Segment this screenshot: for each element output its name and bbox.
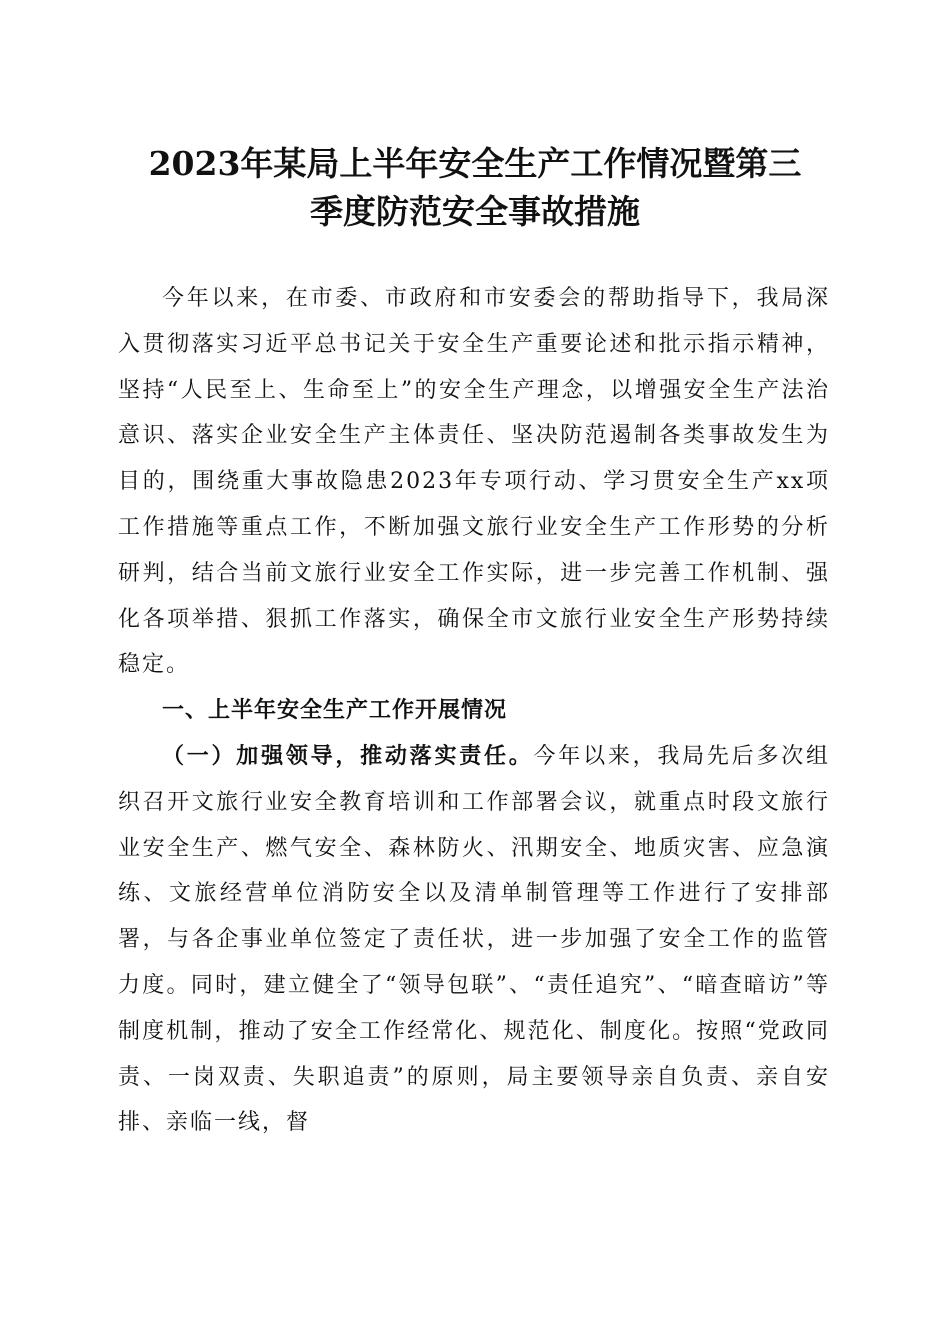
section-1-sub-1-heading: （一）加强领导，推动落实责任。 xyxy=(162,743,534,769)
section-1-heading: 一、上半年安全生产工作开展情况 xyxy=(162,698,508,724)
title-line-2: 季度防范安全事故措施 xyxy=(310,192,640,231)
document-body xyxy=(118,276,830,1146)
document-title xyxy=(110,140,840,236)
intro-paragraph: 今年以来，在市委、市政府和市安委会的帮助指导下，我局深入贯彻落实习近平总书记关于安全生产重要论述和批示指示精神，坚持“人民至上、生命至上”的安全生产理念，以增强安全生产法治意识、落实企业安全生产主体责任、坚决防范遏制各类事故发生为目的，围绕重大事故隐患2023年专项行动、学习贯安全生产xx项工作措施等重点工作，不断加强文旅行业安全生产工作形势的分析研判，结合当前文旅行业安全工作实际，进一步完善工作机制、强化各项举措、狠抓工作落实，确保全市文旅行业安全生产形势持续稳定。 xyxy=(118,286,830,678)
section-1-paragraph-1 xyxy=(118,734,830,1146)
section-1-sub-1-text: 今年以来，我局先后多次组织召开文旅行业安全教育培训和工作部署会议，就重点时段文旅行业安全生产、燃气安全、森林防火、汛期安全、地质灾害、应急演练、文旅经营单位消防安全以及清单制管理等工作进行了安排部署，与各企事业单位签定了责任状，进一步加强了安全工作的监管力度。同时，建立健全了“领导包联”、“责任追究”、“暗查暗访”等制度机制，推动了安全工作经常化、规范化、制度化。按照“党政同责、一岗双责、失职追责”的原则，局主要领导亲自负责、亲自安排、亲临一线，督 xyxy=(118,743,830,1136)
title-line-1: 2023年某局上半年安全生产工作情况暨第三 xyxy=(148,144,802,183)
